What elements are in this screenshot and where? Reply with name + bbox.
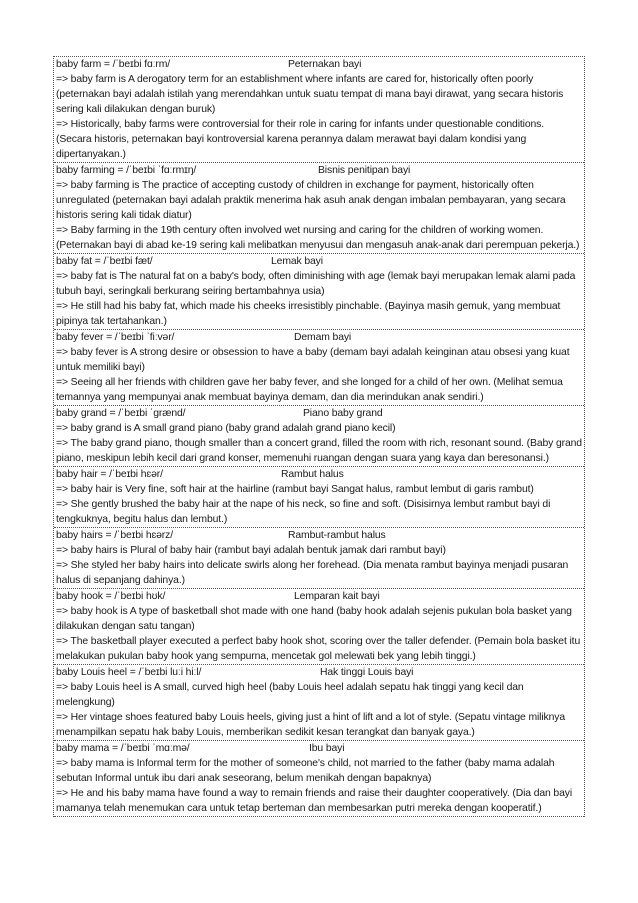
glossary-entry xyxy=(54,57,584,163)
entry-example: => The baby grand piano, though smaller than a concert grand, filled the room with rich, resonant sound. (Baby grand piano, meskipun lebih kecil dari grand konser, memenuhi ruangan dengan suara yang kaya dan beresonansi.) xyxy=(56,438,582,464)
glossary-entry xyxy=(54,406,584,467)
glossary-table xyxy=(53,56,585,817)
entry-example: => He and his baby mama have found a way to remain friends and raise their daughter cooperatively. (Dia dan bayi mamanya telah menemukan cara untuk tetap berteman dan membesarkan putri mereka dengan kooperatif.) xyxy=(56,788,573,814)
entry-example: => She gently brushed the baby hair at the nape of his neck, so fine and soft. (Disisirnya lembut rambut bayi di tengkuknya, begitu halus dan lembut.) xyxy=(56,499,551,525)
entry-definition: => baby Louis heel is A small, curved high heel (baby Louis heel adalah sepatu hak tinggi yang kecil dan melengkung) xyxy=(56,682,524,708)
entry-headword: baby mama = /ˈbeɪbi ˈmɑːmə/ xyxy=(56,743,190,754)
entry-headword: baby hairs = /ˈbeɪbi hɛərz/ xyxy=(56,530,173,541)
entry-definition: => baby farming is The practice of accepting custody of children in exchange for payment, historically often unregulated (peternakan bayi adalah praktik menerima hak asuh anak dengan imbalan pembayaran, yang secara historis sering kali tidak diatur) xyxy=(56,180,566,221)
entry-definition: => baby farm is A derogatory term for an establishment where infants are cared for, historically often poorly (peternakan bayi adalah istilah yang merendahkan untuk suatu tempat di mana bayi dirawat, yang secara historis sering kali dilakukan dengan buruk) xyxy=(56,74,564,115)
entry-definition: => baby fat is The natural fat on a baby's body, often diminishing with age (lemak bayi merupakan lemak alami pada tubuh bayi, seringkali berkurang seiring bertambahnya usia) xyxy=(56,271,576,297)
glossary-entry xyxy=(54,741,584,817)
entry-headword: baby farming = /ˈbeɪbi ˈfɑːrmɪŋ/ xyxy=(56,165,197,176)
entry-example: => The basketball player executed a perfect baby hook shot, scoring over the taller defender. (Pemain bola basket itu melakukan pukulan baby hook yang sempurna, mencetak gol melewati bek yang lebih tinggi.) xyxy=(56,636,581,662)
entry-definition: => baby grand is A small grand piano (baby grand adalah grand piano kecil) xyxy=(56,423,396,434)
entry-translation: Piano baby grand xyxy=(303,408,383,419)
entry-definition: => baby fever is A strong desire or obsession to have a baby (demam bayi adalah keinginan atau obsesi yang kuat untuk memiliki bayi) xyxy=(56,347,570,373)
entry-example: => Her vintage shoes featured baby Louis heels, giving just a hint of lift and a lot of style. (Sepatu vintage miliknya menampilkan sepatu hak baby Louis, memberikan sedikit kesan terangkat dan banyak gaya.) xyxy=(56,712,566,738)
entry-translation: Peternakan bayi xyxy=(288,59,362,70)
entry-example: => He still had his baby fat, which made his cheeks irresistibly pinchable. (Bayinya masih gemuk, yang membuat pipinya tak tertahankan.) xyxy=(56,301,561,327)
entry-headword: baby fever = /ˈbeɪbi ˈfiːvər/ xyxy=(56,332,175,343)
glossary-entry xyxy=(54,589,584,665)
entry-example: => She styled her baby hairs into delicate swirls along her forehead. (Dia menata rambut bayinya menjadi pusaran halus di sepanjang dahinya.) xyxy=(56,560,569,586)
glossary-entry xyxy=(54,528,584,589)
entry-definition: => baby hook is A type of basketball shot made with one hand (baby hook adalah sejenis pukulan bola basket yang dilakukan dengan satu tangan) xyxy=(56,606,572,632)
entry-translation: Hak tinggi Louis bayi xyxy=(320,667,414,678)
glossary-entry xyxy=(54,330,584,406)
entry-headword: baby grand = /ˈbeɪbi ˈɡrænd/ xyxy=(56,408,186,419)
entry-example: => Baby farming in the 19th century often involved wet nursing and caring for the children of working women. (Peternakan bayi di abad ke-19 sering kali melibatkan menyusui dan mengasuh anak-anak dari perempuan pekerja.) xyxy=(56,225,580,251)
glossary-entry xyxy=(54,163,584,254)
entry-headword: baby hair = /ˈbeɪbi hɛər/ xyxy=(56,469,163,480)
entry-headword: baby hook = /ˈbeɪbi hʊk/ xyxy=(56,591,166,602)
entry-definition: => baby hairs is Plural of baby hair (rambut bayi adalah bentuk jamak dari rambut bayi) xyxy=(56,545,446,556)
entry-translation: Rambut halus xyxy=(281,469,344,480)
entry-translation: Demam bayi xyxy=(294,332,352,343)
glossary-entry xyxy=(54,467,584,528)
entry-headword: baby farm = /ˈbeɪbi fɑːrm/ xyxy=(56,59,171,70)
glossary-entry xyxy=(54,254,584,330)
entry-definition: => baby hair is Very fine, soft hair at the hairline (rambut bayi Sangat halus, rambut lembut di garis rambut) xyxy=(56,484,534,495)
entry-translation: Bisnis penitipan bayi xyxy=(318,165,411,176)
entry-example: => Seeing all her friends with children gave her baby fever, and she longed for a child of her own. (Melihat semua temannya yang mempunyai anak membuat bayinya demam, dan dia merindukan anak sendiri.) xyxy=(56,377,563,403)
glossary-entry xyxy=(54,665,584,741)
entry-translation: Ibu bayi xyxy=(309,743,345,754)
entry-headword: baby fat = /ˈbeɪbi fæt/ xyxy=(56,256,153,267)
entry-translation: Rambut-rambut halus xyxy=(288,530,386,541)
entry-translation: Lemparan kait bayi xyxy=(294,591,380,602)
entry-definition: => baby mama is Informal term for the mother of someone's child, not married to the father (baby mama adalah sebutan Informal untuk ibu dari anak seseorang, belum menikah dengan bapaknya) xyxy=(56,758,555,784)
entry-translation: Lemak bayi xyxy=(271,256,323,267)
entry-headword: baby Louis heel = /ˈbeɪbi luːi hiːl/ xyxy=(56,667,202,678)
entry-example: => Historically, baby farms were controversial for their role in caring for infants under questionable conditions. (Secara historis, peternakan bayi kontroversial karena perannya dalam merawat bayi dalam kondisi yang dipertanyakan.) xyxy=(56,119,545,160)
